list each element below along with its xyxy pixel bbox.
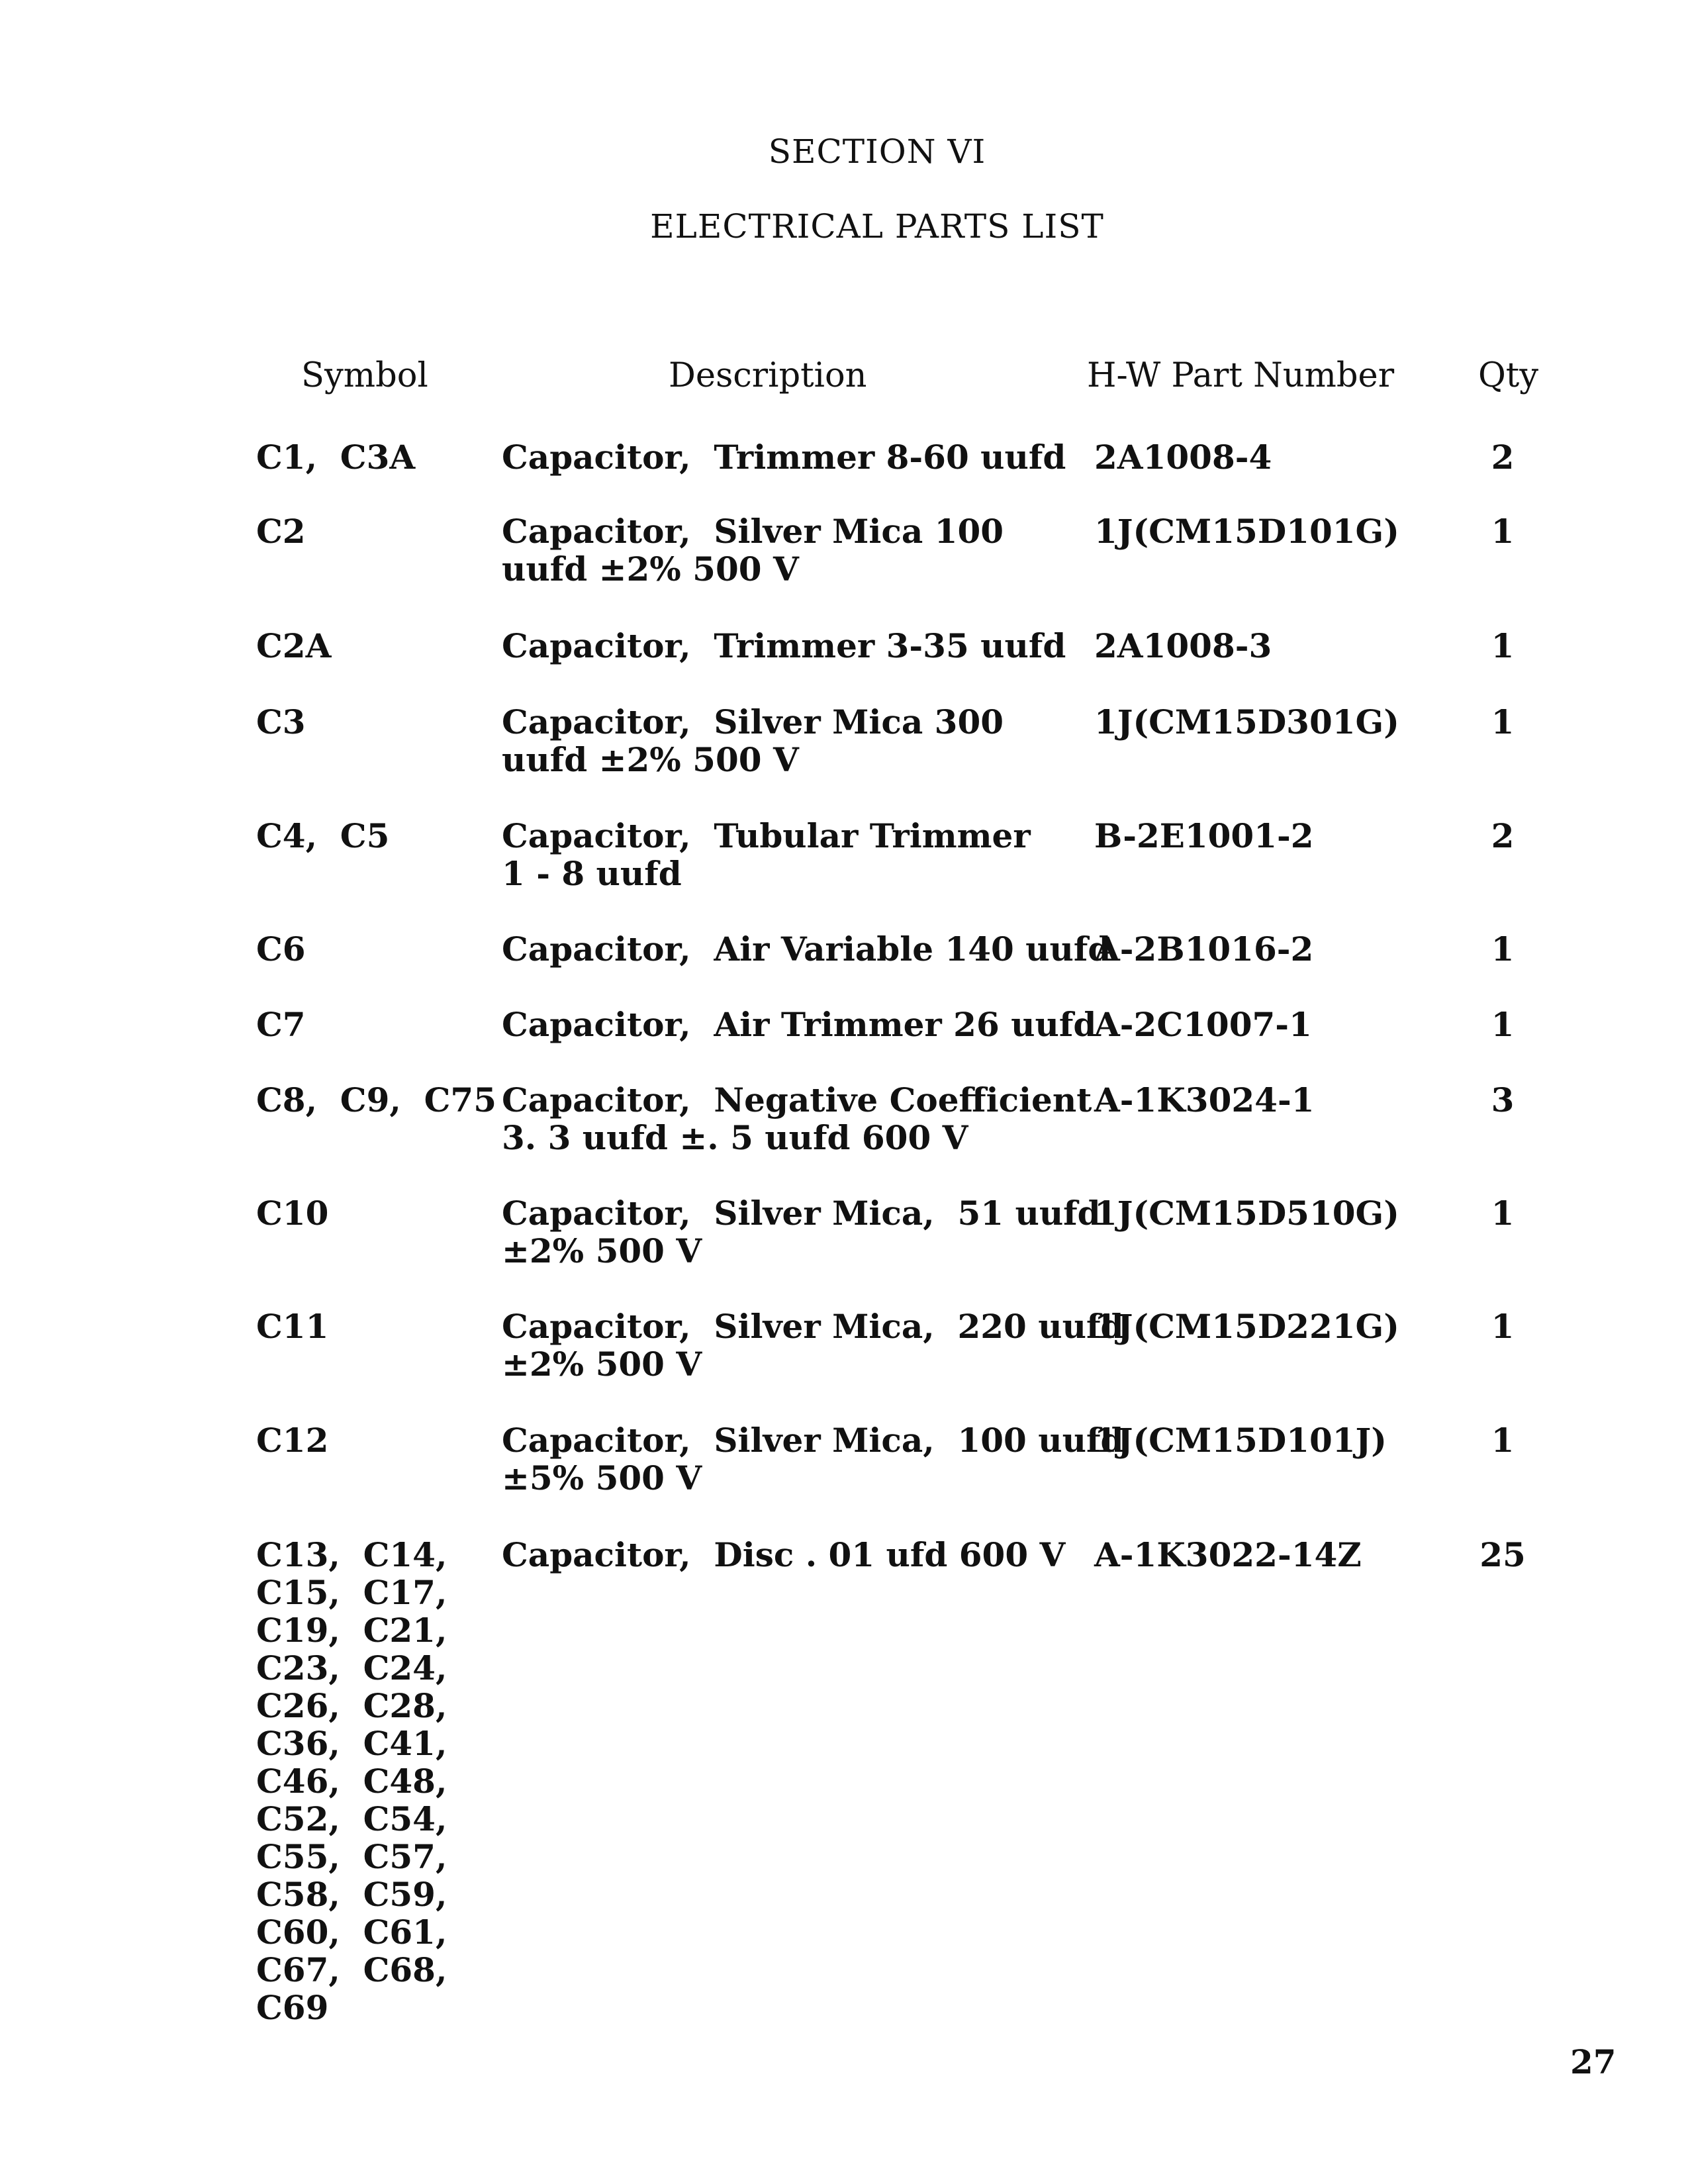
qty-cell: 3	[1491, 1080, 1515, 1119]
description-cell: Capacitor, Trimmer 8-60 uufd	[502, 438, 1066, 477]
document-title: ELECTRICAL PARTS LIST	[650, 207, 1104, 246]
part-number-cell: A-1K3022-14Z	[1094, 1535, 1362, 1574]
qty-cell: 1	[1491, 1005, 1515, 1044]
column-header-symbol: Symbol	[301, 356, 428, 395]
section-heading: SECTION VI	[768, 132, 986, 171]
qty-cell: 1	[1491, 1194, 1515, 1233]
symbol-cell: C11	[256, 1307, 329, 1346]
qty-cell: 2	[1491, 438, 1515, 477]
column-header-part-number: H-W Part Number	[1087, 356, 1395, 395]
part-number-cell: 2A1008-3	[1094, 626, 1272, 665]
part-number-cell: B-2E1001-2	[1094, 816, 1314, 855]
symbol-cell: C10	[256, 1194, 329, 1233]
qty-cell: 1	[1491, 929, 1515, 969]
part-number-cell: A-2B1016-2	[1094, 929, 1314, 969]
qty-cell: 25	[1479, 1535, 1526, 1574]
description-cell: Capacitor, Silver Mica, 100 uufd ±5% 500 V	[502, 1421, 1124, 1497]
qty-cell: 1	[1491, 512, 1515, 551]
page-number: 27	[1570, 2042, 1617, 2081]
description-cell: Capacitor, Silver Mica, 51 uufd ±2% 500 V	[502, 1194, 1101, 1270]
qty-cell: 2	[1491, 816, 1515, 855]
symbol-cell: C12	[256, 1421, 329, 1460]
part-number-cell: 1J(CM15D221G)	[1094, 1307, 1399, 1346]
part-number-cell: 1J(CM15D301G)	[1094, 702, 1399, 741]
description-cell: Capacitor, Tubular Trimmer 1 - 8 uufd	[502, 816, 1031, 893]
symbol-cell: C6	[256, 929, 306, 969]
symbol-cell: C1, C3A	[256, 438, 416, 477]
symbol-cell: C2	[256, 512, 306, 551]
column-header-description: Description	[669, 356, 867, 395]
description-cell: Capacitor, Trimmer 3-35 uufd	[502, 626, 1066, 665]
part-number-cell: 1J(CM15D101G)	[1094, 512, 1399, 551]
description-cell: Capacitor, Air Variable 140 uufd	[502, 929, 1111, 969]
qty-cell: 1	[1491, 626, 1515, 665]
symbol-cell: C2A	[256, 626, 332, 665]
part-number-cell: A-1K3024-1	[1094, 1080, 1315, 1119]
part-number-cell: 1J(CM15D510G)	[1094, 1194, 1399, 1233]
qty-cell: 1	[1491, 1307, 1515, 1346]
description-cell: Capacitor, Silver Mica, 220 uufd ±2% 500 V	[502, 1307, 1124, 1384]
symbol-cell: C13, C14, C15, C17, C19, C21, C23, C24, C26, C28, C36, C41, C46, C48, C52, C54, C55, C57, C58, C59, C60, C61, C67, C68, C69	[256, 1535, 447, 2027]
description-cell: Capacitor, Silver Mica 300 uufd ±2% 500 V	[502, 702, 1004, 779]
symbol-cell: C3	[256, 702, 306, 741]
qty-cell: 1	[1491, 1421, 1515, 1460]
column-header-qty: Qty	[1478, 356, 1539, 395]
symbol-cell: C8, C9, C75	[256, 1080, 496, 1119]
qty-cell: 1	[1491, 702, 1515, 741]
part-number-cell: 2A1008-4	[1094, 438, 1272, 477]
description-cell: Capacitor, Disc . 01 ufd 600 V	[502, 1535, 1066, 1574]
symbol-cell: C7	[256, 1005, 306, 1044]
description-cell: Capacitor, Negative Coefficient 3. 3 uufd ±. 5 uufd 600 V	[502, 1080, 1092, 1157]
symbol-cell: C4, C5	[256, 816, 390, 855]
description-cell: Capacitor, Air Trimmer 26 uufd	[502, 1005, 1097, 1044]
description-cell: Capacitor, Silver Mica 100 uufd ±2% 500 V	[502, 512, 1004, 589]
part-number-cell: A-2C1007-1	[1094, 1005, 1312, 1044]
part-number-cell: 1J(CM15D101J)	[1094, 1421, 1387, 1460]
